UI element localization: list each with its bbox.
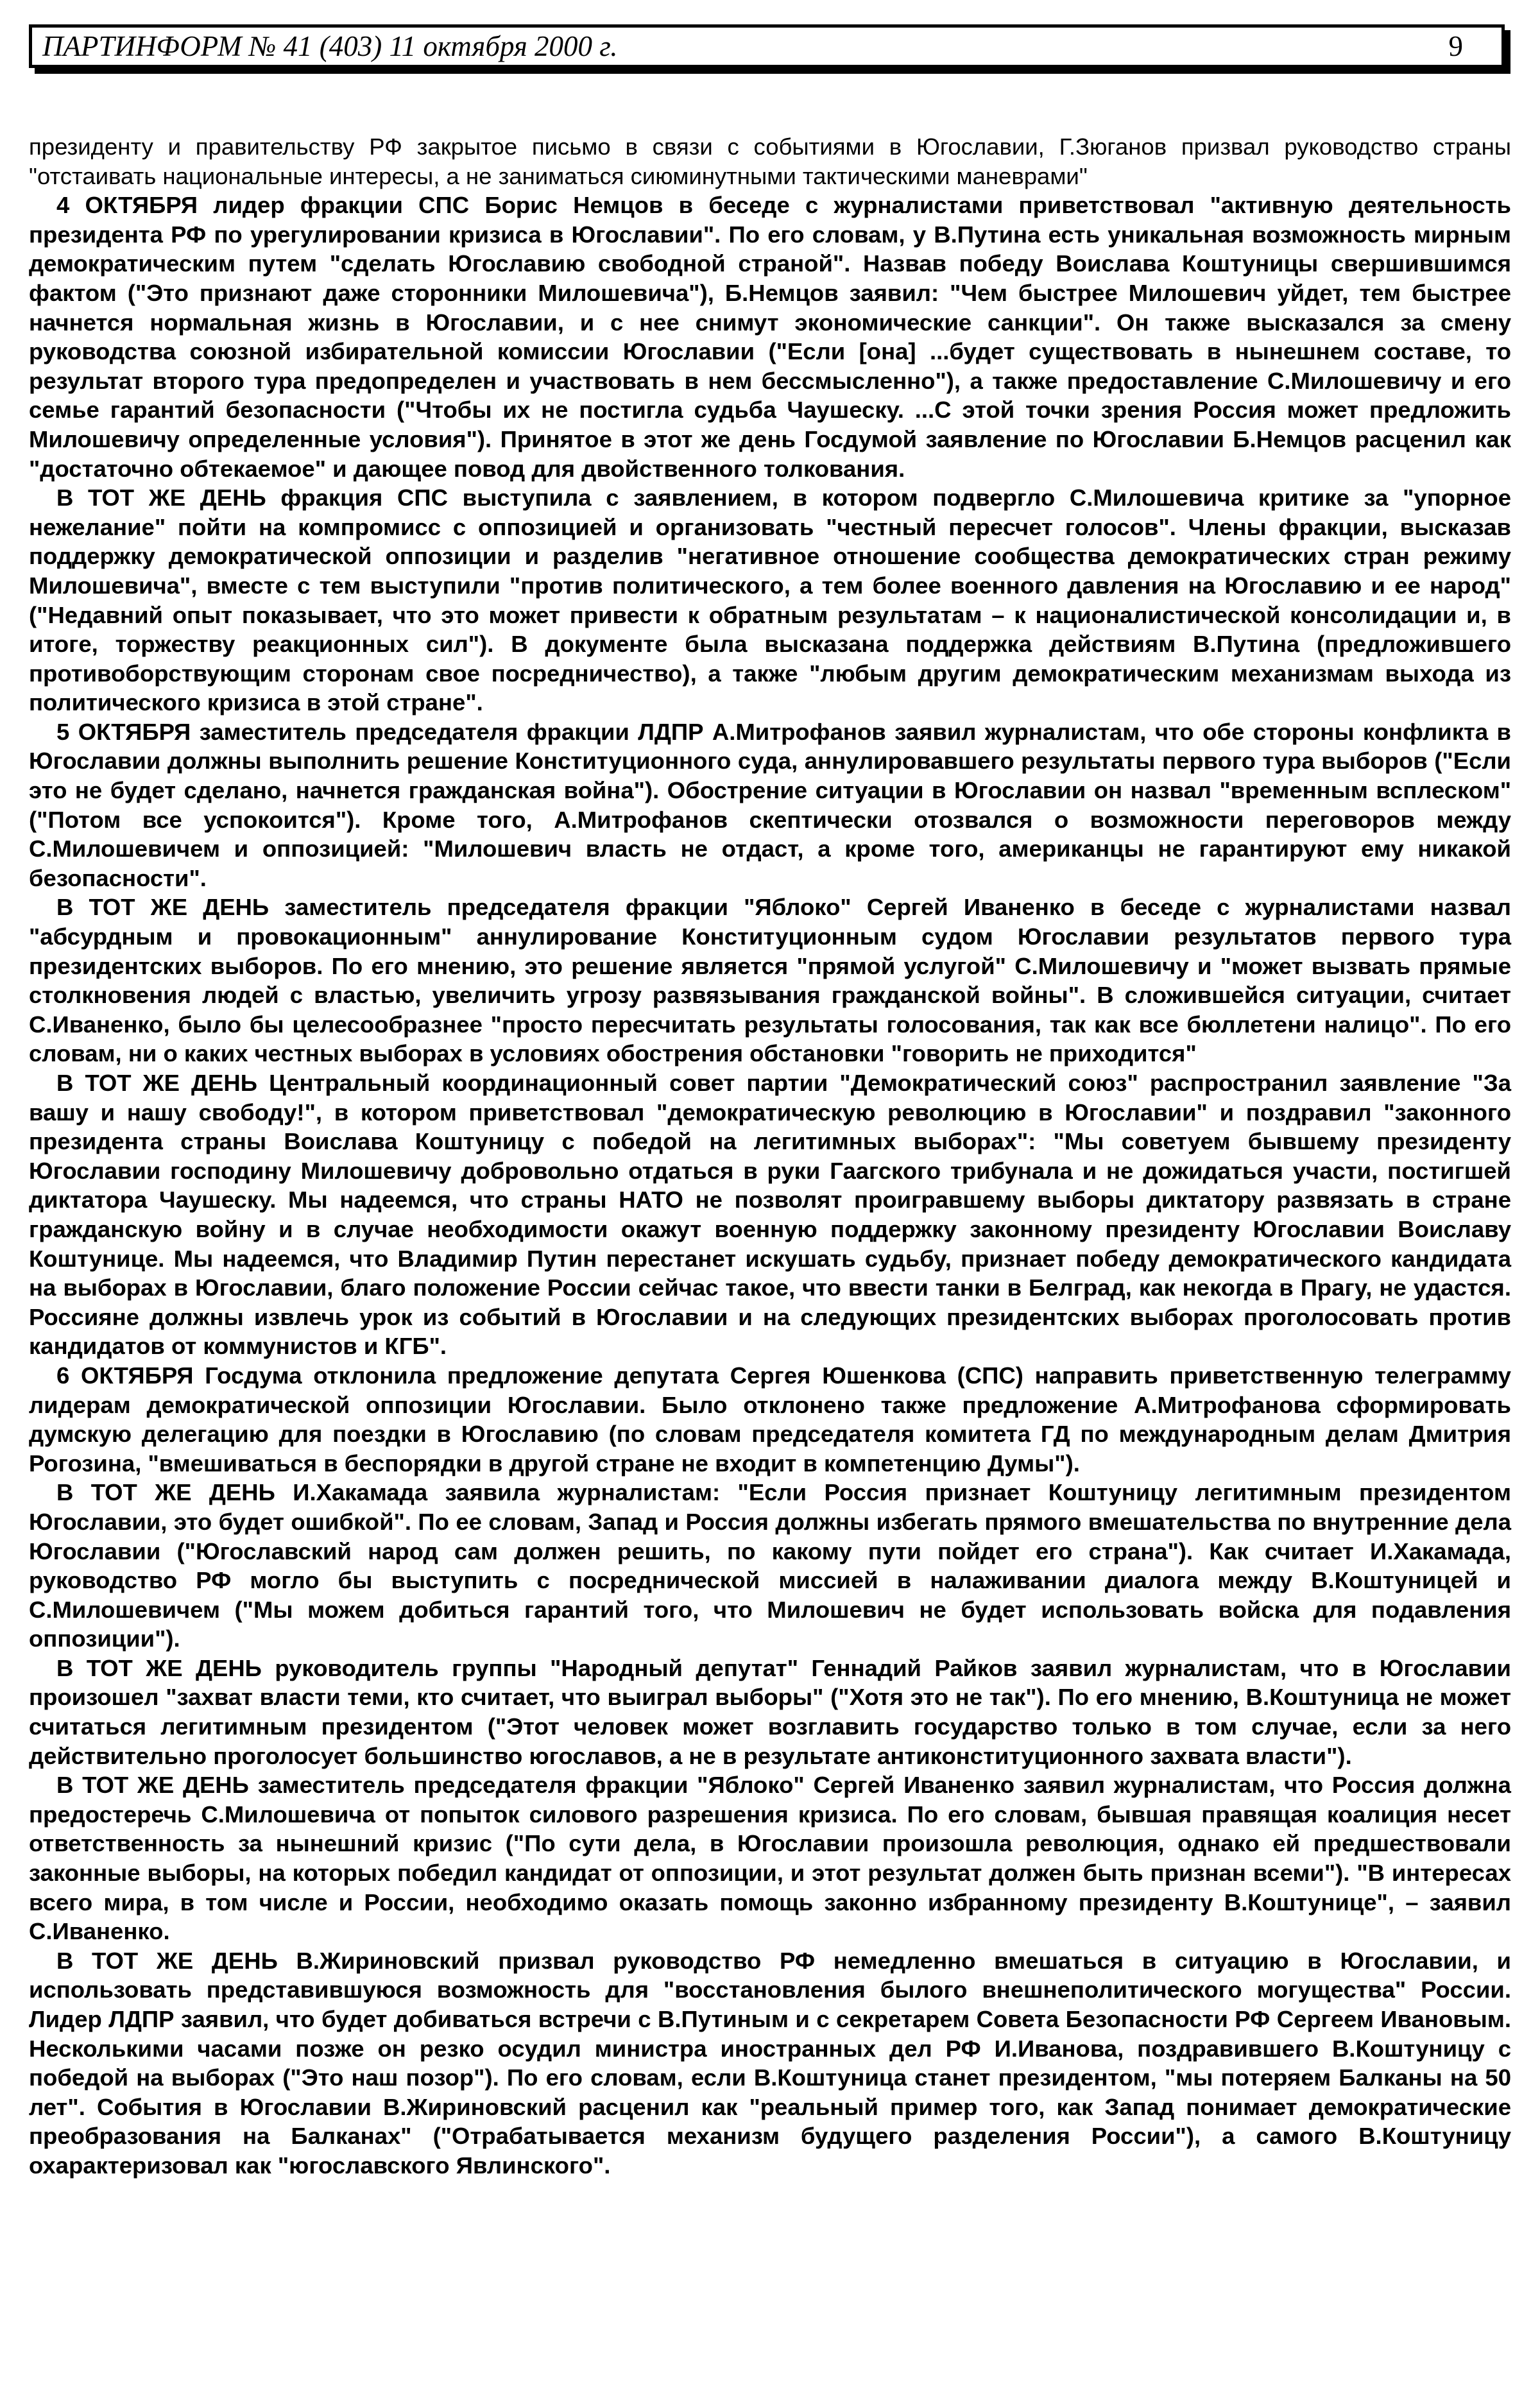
entry-paragraph	[29, 1946, 1511, 2181]
entry-date: В ТОТ ЖЕ ДЕНЬ	[56, 484, 266, 511]
entry-text: руководитель группы "Народный депутат" Геннадий Райков заявил журналистам, что в Югославии произошел "захват власти теми, кто считает, что выиграл выборы" ("Хотя это не так"). По его мнению, В.Коштуница не может считаться легитимным президентом ("Этот человек может возглавить государство только в том случае, если за него действительно проголосует большинство югославов, а не в результате антиконституционного захвата власти").	[29, 1654, 1511, 1769]
entry-text: В.Жириновский призвал руководство РФ немедленно вмешаться в ситуацию в Югославии, и использовать представившуюся возможность для "восстановления былого внешнеполитического могущества" России. Лидер ЛДПР заявил, что будет добиваться встречи с В.Путиным и с секретарем Совета Безопасности РФ Сергеем Ивановым. Несколькими часами позже он резко осудил министра иностранных дел РФ И.Иванова, поздравившего В.Коштуницу с победой на выборах ("Это наш позор"). По его словам, если В.Коштуница станет президентом, "мы потеряем Балканы на 50 лет". События в Югославии В.Жириновский расценил как "реальный пример того, как Запад понимает демократические преобразования на Балканах" ("Отрабатывается механизм будущего разделения России"), а самого В.Коштуницу охарактеризовал как "югославского Явлинского".	[29, 1947, 1511, 2179]
page-number: 9	[1448, 30, 1463, 62]
entry-text: заместитель председателя фракции "Яблоко" Сергей Иваненко в беседе с журналистами назвал "абсурдным и провокационным" аннулирование Конституционным судом Югославии результатов первого тура президентских выборов. По его мнению, это решение является "прямой услугой" С.Милошевичу и "может вызвать прямые столкновения людей с властью, увеличить угрозу развязывания гражданской войны". В сложившейся ситуации, считает С.Иваненко, было бы целесообразнее "просто пересчитать результаты голосования, так как все бюллетени налицо". По его словам, ни о каких честных выборах в условиях обострения обстановки "говорить не приходится"	[29, 894, 1511, 1067]
entry-date: В ТОТ ЖЕ ДЕНЬ	[56, 1479, 275, 1506]
entry-paragraph	[29, 1068, 1511, 1361]
intro-paragraph: президенту и правительству РФ закрытое письмо в связи с событиями в Югославии, Г.Зюганов призвал руководство страны "отстаивать национальные интересы, а не заниматься сиюминутными тактическими маневрами"	[29, 133, 1511, 189]
entry-date: В ТОТ ЖЕ ДЕНЬ	[56, 894, 270, 921]
entry-paragraph	[29, 893, 1511, 1068]
newspaper-page	[29, 24, 1511, 2181]
entry-paragraph	[29, 1361, 1511, 1478]
entry-paragraph	[29, 1478, 1511, 1654]
entry-text: И.Хакамада заявила журналистам: "Если Россия признает Коштуницу легитимным президентом Югославии, это будет ошибкой". По ее словам, Запад и Россия должны избегать прямого вмешательства по внутренние дела Югославии ("Югославский народ сам должен решить, по какому пути пойдет его страна"). Как считает И.Хакамада, руководство РФ могло бы выступить с посреднической миссией в налаживании диалога между В.Коштуницей и С.Милошевичем ("Мы можем добиться гарантий того, что Милошевич не будет использовать войска для подавления оппозиции").	[29, 1479, 1511, 1652]
entry-text: Центральный координационный совет партии "Демократический союз" распространил заявление "За вашу и нашу свободу!", в котором приветствовал "демократическую революцию в Югославии" и поздравил "законного президента страны Воислава Коштуницу с победой на легитимных выборах": "Мы советуем бывшему президенту Югославии господину Милошевичу добровольно отдаться в руки Гаагского трибунала и не дожидаться участи, постигшей диктатора Чаушеску. Мы надеемся, что страны НАТО не позволят проигравшему выборы диктатору развязать в стране гражданскую войну и в случае необходимости окажут военную поддержку законному президенту Югославии Воиславу Коштунице. Мы надеемся, что Владимир Путин перестанет искушать судьбу, признает победу демократического кандидата на выборах в Югославии, благо положение России сейчас такое, что ввести танки в Белград, как некогда в Прагу, не удастся. Россияне должны извлечь урок из событий в Югославии и на следующих президентских выборах проголосовать против кандидатов от коммунистов и КГБ".	[29, 1070, 1511, 1360]
article-body	[29, 132, 1511, 2181]
entry-text: Госдума отклонила предложение депутата Сергея Юшенкова (СПС) направить приветственную телеграмму лидерам демократической оппозиции Югославии. Было отклонено также предложение А.Митрофанова сформировать думскую делегацию для поездки в Югославию (по словам председателя комитета ГД по международным делам Дмитрия Рогозина, "вмешиваться в беспорядки в другой стране не входит в компетенцию Думы").	[29, 1362, 1511, 1477]
entry-date: 5 ОКТЯБРЯ	[56, 718, 191, 745]
entry-text: лидер фракции СПС Борис Немцов в беседе с журналистами приветствовал "активную деятельность президента РФ по урегулировании кризиса в Югославии". По его словам, у В.Путина есть уникальная возможность мирным демократическим путем "сделать Югославию свободной страной". Назвав победу Воислава Коштуницы свершившимся фактом ("Это признают даже сторонники Милошевича"), Б.Немцов заявил: "Чем быстрее Милошевич уйдет, тем быстрее начнется нормальная жизнь в Югославии, и с нее снимут экономические санкции". Он также высказался за смену руководства союзной избирательной комиссии Югославии ("Если [она] ...будет существовать в нынешнем составе, то результат второго тура предопределен и участвовать в нем бессмысленно"), а также предоставление С.Милошевичу и его семье гарантий безопасности ("Чтобы их не постигла судьба Чаушеску. ...С этой точки зрения Россия может предложить Милошевичу определенные условия"). Принятое в этот же день Госдумой заявление по Югославии Б.Немцов расценил как "достаточно обтекаемое" и дающее повод для двойственного толкования.	[29, 192, 1511, 482]
entry-paragraph	[29, 1770, 1511, 1946]
publication-title: ПАРТИНФОРМ № 41 (403) 11 октября 2000 г.	[42, 30, 618, 62]
entry-text: заместитель председателя фракции ЛДПР А.Митрофанов заявил журналистам, что обе стороны конфликта в Югославии должны выполнить решение Конституционного суда, аннулировавшего результаты первого тура выборов ("Если это не будет сделано, начнется гражданская война"). Обострение ситуации в Югославии он назвал "временным всплеском" ("Потом все успокоится"). Кроме того, А.Митрофанов скептически отозвался о возможности переговоров между С.Милошевичем и оппозицией: "Милошевич власть не отдаст, а кроме того, американцы не гарантируют ему никакой безопасности".	[29, 718, 1511, 891]
entry-paragraph	[29, 191, 1511, 483]
entry-date: В ТОТ ЖЕ ДЕНЬ	[56, 1654, 262, 1681]
entry-date: В ТОТ ЖЕ ДЕНЬ	[56, 1070, 257, 1096]
entry-text: фракция СПС выступила с заявлением, в котором подвергло С.Милошевича критике за "упорное нежелание" пойти на компромисс с оппозицией и организовать "честный пересчет голосов". Члены фракции, высказав поддержку демократической оппозиции и разделив "негативное отношение сообщества демократических стран режиму Милошевича", вместе с тем выступили "против политического, а тем более военного давления на Югославию и ее народ" ("Недавний опыт показывает, что это может привести к обратным результатам – к националистической консолидации и, в итоге, торжеству реакционных сил"). В документе была высказана поддержка действиям В.Путина (предложившего противоборствующим сторонам свое посредничество), а также "любым другим демократическим механизмам выхода из политического кризиса в этой стране".	[29, 484, 1511, 716]
entry-date: В ТОТ ЖЕ ДЕНЬ	[56, 1772, 249, 1799]
entry-text: заместитель председателя фракции "Яблоко" Сергей Иваненко заявил журналистам, что Россия должна предостеречь С.Милошевича от попыток силового разрешения кризиса. По его словам, бывшая правящая коалиция несет ответственность за нынешний кризис ("По сути дела, в Югославии произошла революция, однако ей предшествовали законные выборы, на которых победил кандидат от оппозиции, и этот результат должен быть признан всеми"). "В интересах всего мира, в том числе и России, необходимо оказать помощь законно избранному президенту В.Коштунице", – заявил С.Иваненко.	[29, 1772, 1511, 1945]
entry-date: 6 ОКТЯБРЯ	[56, 1362, 194, 1389]
entry-paragraph	[29, 717, 1511, 893]
entry-paragraph	[29, 1654, 1511, 1770]
entry-paragraph	[29, 483, 1511, 717]
entry-date: В ТОТ ЖЕ ДЕНЬ	[56, 1947, 278, 1974]
page-header	[29, 24, 1505, 68]
entry-date: 4 ОКТЯБРЯ	[56, 192, 198, 219]
